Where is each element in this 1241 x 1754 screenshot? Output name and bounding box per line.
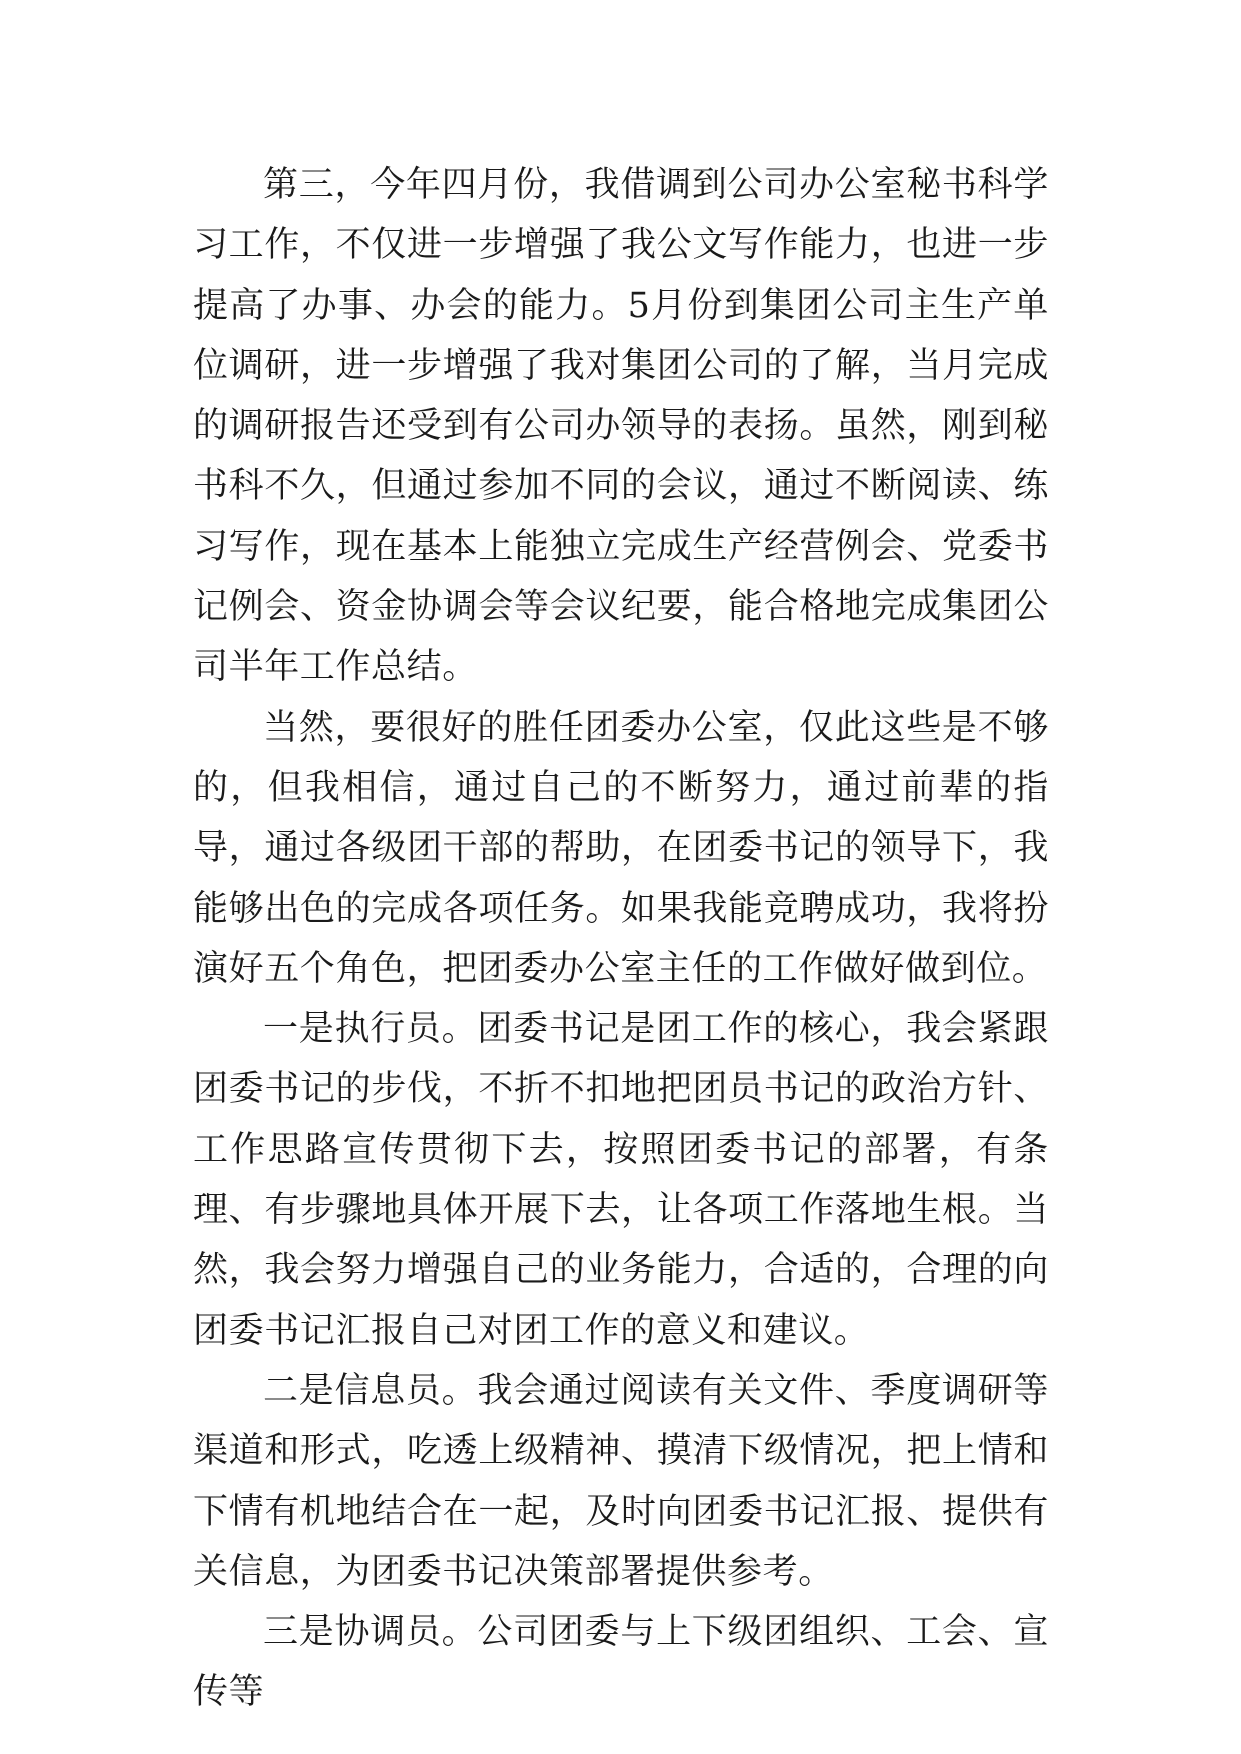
paragraph-2: 当然，要很好的胜任团委办公室，仅此这些是不够的，但我相信，通过自己的不断努力，通过前辈的指导，通过各级团干部的帮助，在团委书记的领导下，我能够出色的完成各项任务。如果我能竞聘成功，我将扮演好五个角色，把团委办公室主任的工作做好做到位。 (193, 707, 1049, 989)
paragraph-1: 第三，今年四月份，我借调到公司办公室秘书科学习工作，不仅进一步增强了我公文写作能力，也进一步提高了办事、办会的能力。5月份到集团公司主生产单位调研，进一步增强了我对集团公司的了解，当月完成的调研报告还受到有公司办领导的表扬。虽然，刚到秘书科不久，但通过参加不同的会议，通过不断阅读、练习写作，现在基本上能独立完成生产经营例会、党委书记例会、资金协调会等会议纪要，能合格地完成集团公司半年工作总结。 (193, 165, 1049, 688)
paragraph-4: 二是信息员。我会通过阅读有关文件、季度调研等渠道和形式，吃透上级精神、摸清下级情况，把上情和下情有机地结合在一起，及时向团委书记汇报、提供有关信息，为团委书记决策部署提供参考。 (193, 1370, 1049, 1592)
paragraph-3: 一是执行员。团委书记是团工作的核心，我会紧跟团委书记的步伐，不折不扣地把团员书记的政治方针、工作思路宣传贯彻下去，按照团委书记的部署，有条理、有步骤地具体开展下去，让各项工作落地生根。当然，我会努力增强自己的业务能力，合适的，合理的向团委书记汇报自己对团工作的意义和建议。 (193, 1009, 1049, 1351)
document-page (193, 155, 1049, 1723)
paragraph-5: 三是协调员。公司团委与上下级团组织、工会、宣传等 (193, 1612, 1049, 1713)
